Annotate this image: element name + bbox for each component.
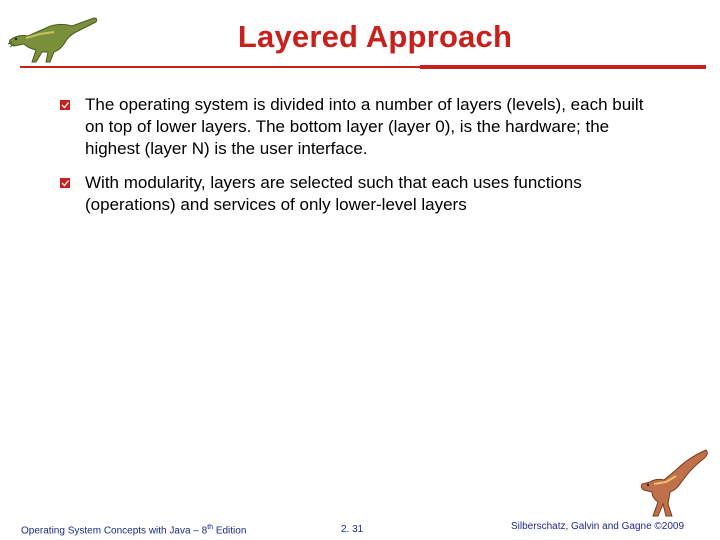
footer-book-title: Operating System Concepts with Java – 8th Edition	[21, 524, 247, 537]
bullet-text: With modularity, layers are selected such that each uses functions (operations) and services of only lower-level layers	[85, 173, 582, 214]
square-bullet-icon	[60, 178, 70, 188]
bullet-item	[60, 172, 660, 216]
footer-page-number: 2. 31	[341, 524, 364, 535]
dinosaur-logo-top-icon	[6, 14, 100, 66]
bullet-item	[60, 94, 660, 160]
dinosaur-logo-bottom-icon	[636, 446, 712, 522]
bullet-list	[60, 94, 660, 228]
bullet-text: The operating system is divided into a number of layers (levels), each built on top of lower layers. The bottom layer (layer 0), is the hardware; the highest (layer N) is the user interface.	[85, 95, 644, 158]
title-underline	[20, 64, 706, 70]
square-bullet-icon	[60, 100, 70, 110]
footer-copyright: Silberschatz, Galvin and Gagne ©2009	[511, 521, 685, 532]
slide-title: Layered Approach	[237, 19, 513, 54]
